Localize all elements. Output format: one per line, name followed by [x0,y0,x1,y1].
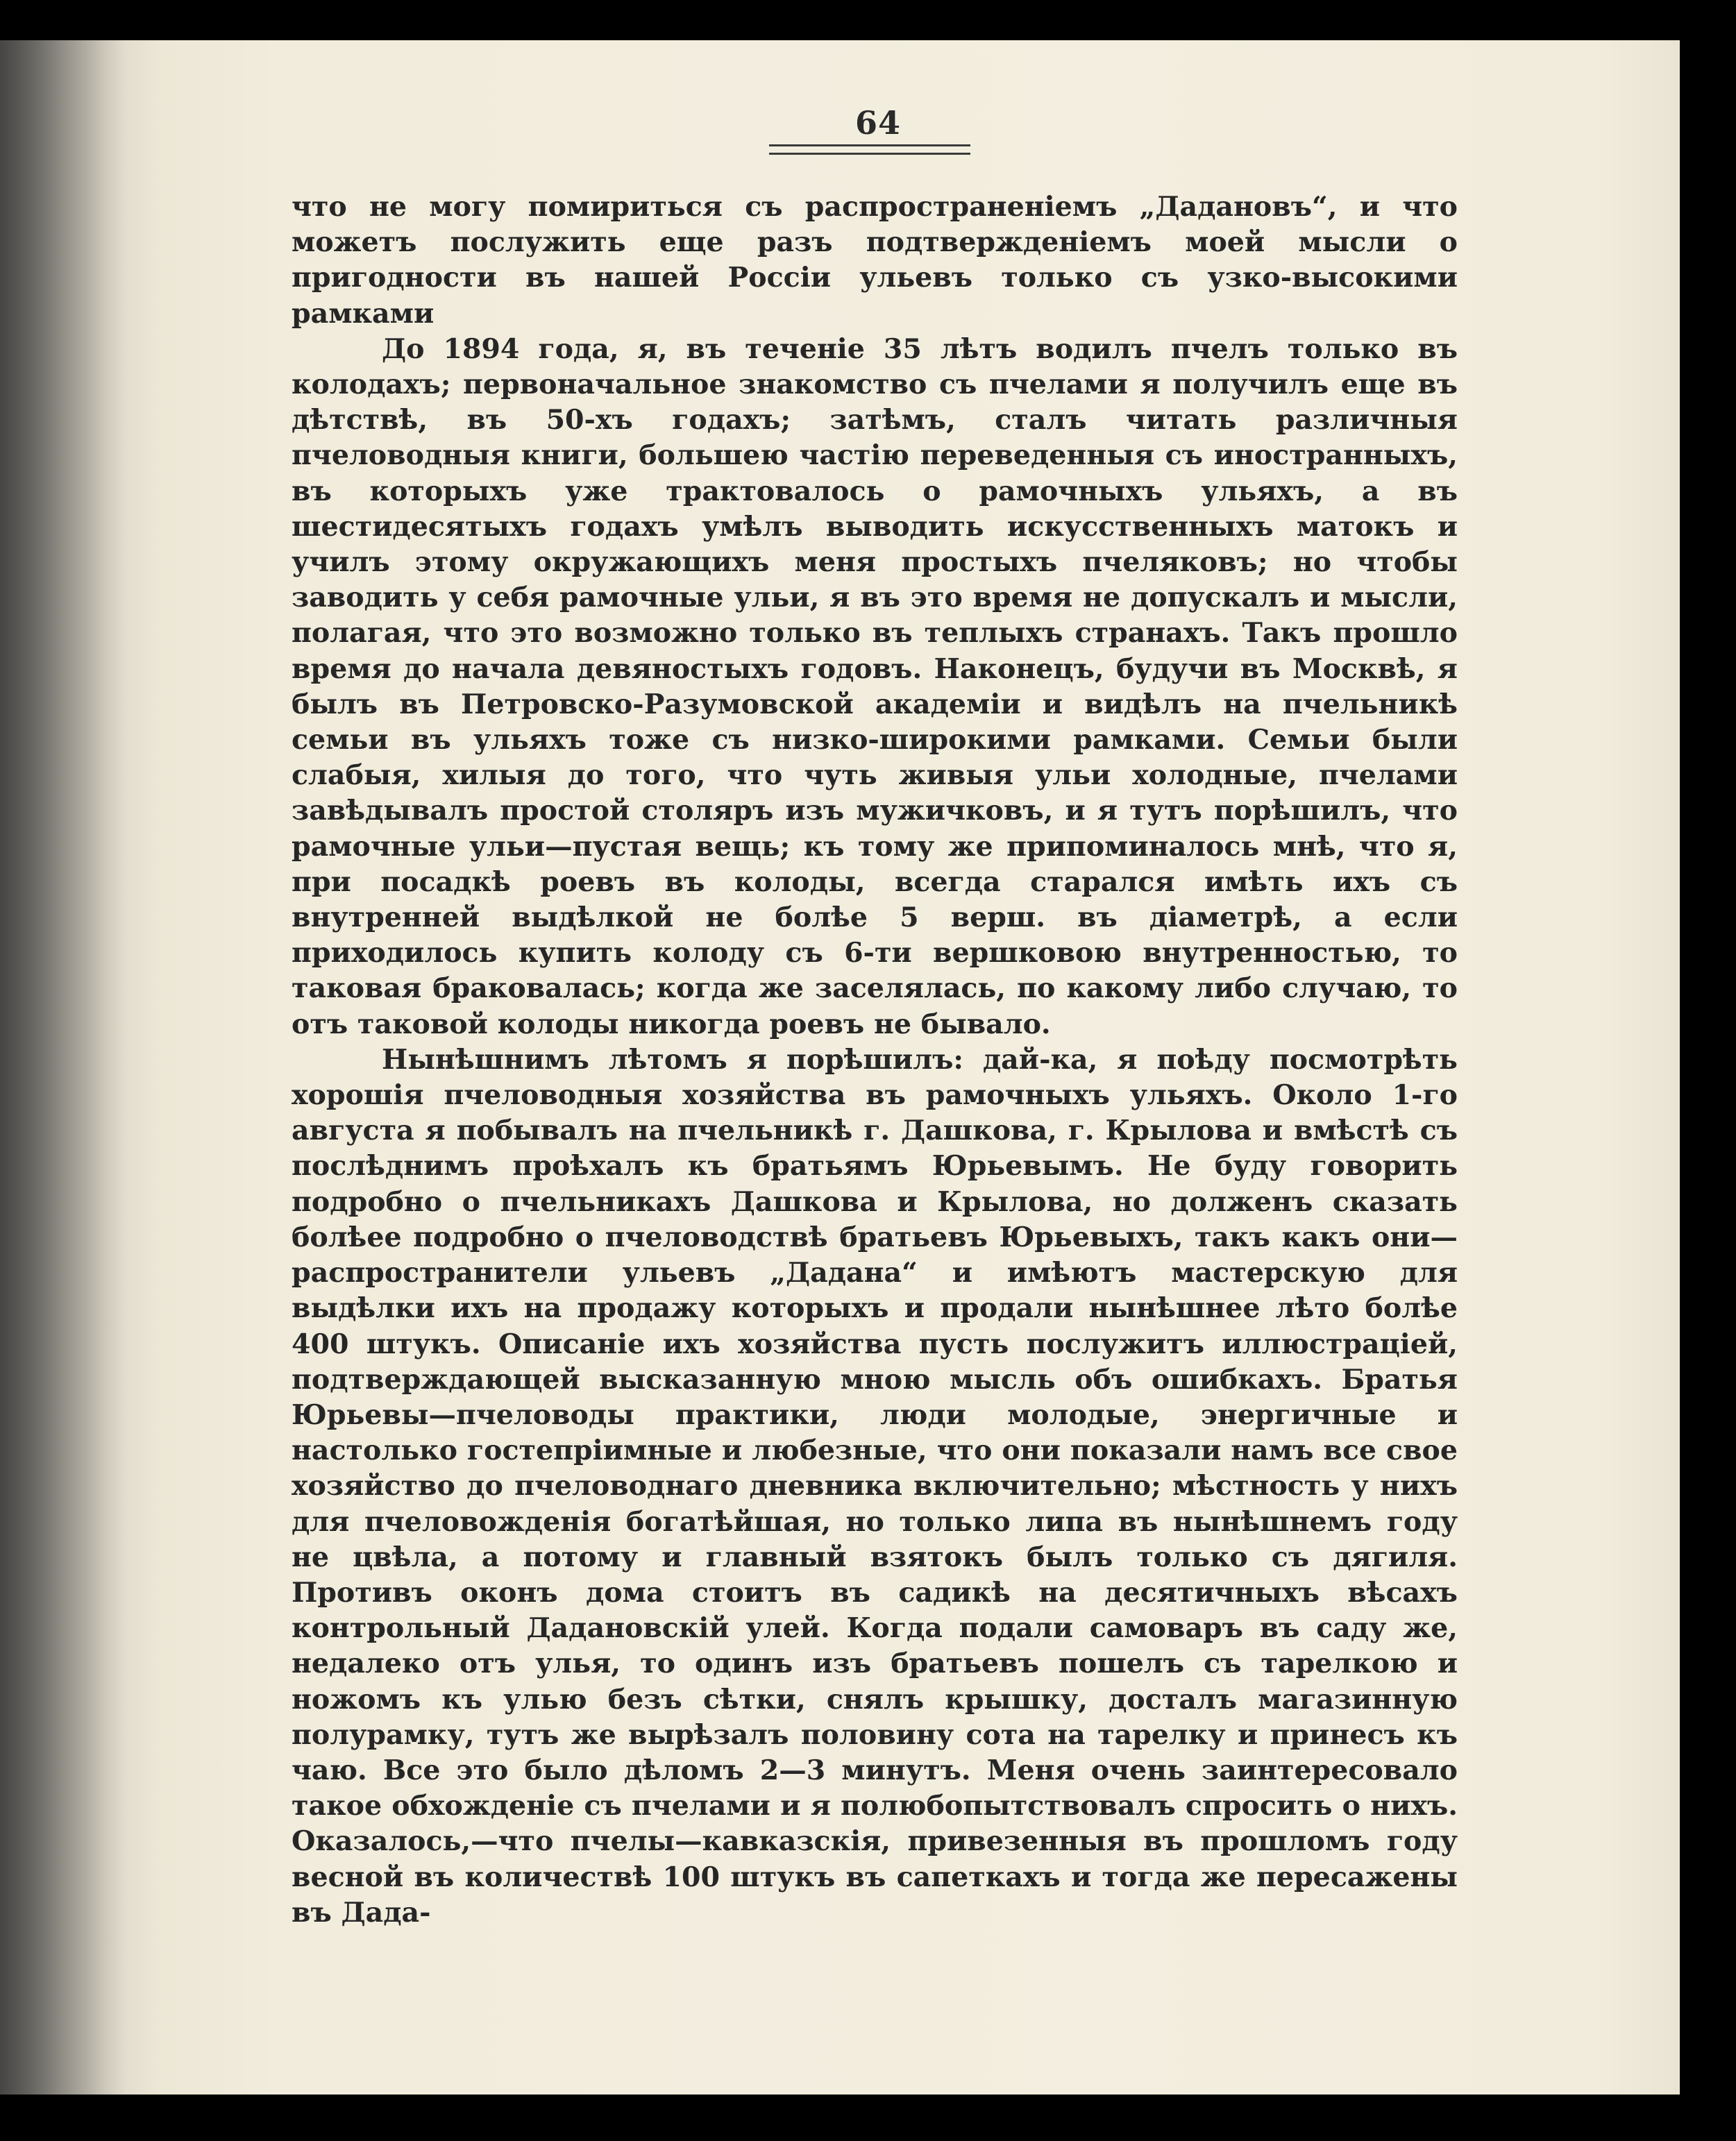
paragraph-before-1894: До 1894 года, я, въ теченіе 35 лѣтъ водилъ пчелъ только въ колодахъ; первоначальное знакомство съ пчелами я получилъ еще въ дѣтствѣ, въ 50-хъ годахъ; затѣмъ, сталъ читать различныя пчеловодныя книги, большею частію переведенныя съ иностранныхъ, въ которыхъ уже трактовалось о рамочныхъ ульяхъ, а въ шестидесятыхъ годахъ умѣлъ выводить искусственныхъ матокъ и училъ этому окружающихъ меня простыхъ пчеляковъ; но чтобы заводить у себя рамочные ульи, я въ это время не допускалъ и мысли, полагая, что это возможно только въ теплыхъ странахъ. Такъ прошло время до начала девяностыхъ годовъ. Наконецъ, будучи въ Москвѣ, я былъ въ Петровско-Разумовской академіи и видѣлъ на пчельникѣ семьи въ ульяхъ тоже съ низко-широкими рамками. Семьи были слабыя, хилыя до того, что чуть живыя ульи холодные, пчелами завѣдывалъ простой столяръ изъ мужичковъ, и я тутъ порѣшилъ, что рамочные ульи—пустая вещь; къ тому же припоминалось мнѣ, что я, при посадкѣ роевъ въ колоды, всегда старался имѣть ихъ съ внутренней выдѣлкой не болѣе 5 верш. въ діаметрѣ, а если приходилось купить колоду съ 6-ти вершковою внутренностью, то таковая браковалась; когда же заселялась, по какому либо случаю, то отъ таковой колоды никогда роевъ не бывало. [292,332,1458,1040]
book-page [0,40,1680,2095]
paragraph-this-summer: Нынѣшнимъ лѣтомъ я порѣшилъ: дай-ка, я поѣду посмотрѣть хорошія пчеловодныя хозяйства въ рамочныхъ ульяхъ. Около 1-го августа я побывалъ на пчельникѣ г. Дашкова, г. Крылова и вмѣстѣ съ послѣднимъ проѣхалъ къ братьямъ Юрьевымъ. Не буду говорить подробно о пчельникахъ Дашкова и Крылова, но долженъ сказать болѣее подробно о пчеловодствѣ братьевъ Юрьевыхъ, такъ какъ они—распространители ульевъ „Дадана“ и имѣютъ мастерскую для выдѣлки ихъ на продажу которыхъ и продали нынѣшнее лѣто болѣе 400 штукъ. Описаніе ихъ хозяйства пусть послужитъ иллюстраціей, подтверждающей высказанную мною мысль объ ошибкахъ. Братья Юрьевы—пчеловоды практики, люди молодые, энергичные и настолько гостепріимные и любезные, что они показали намъ все свое хозяйство до пчеловоднаго дневника включительно; мѣстность у нихъ для пчеловожденія богатѣйшая, но только липа въ нынѣшнемъ году не цвѣла, а потому и главный взятокъ былъ только съ дягиля. Противъ оконъ дома стоитъ въ садикѣ на десятичныхъ вѣсахъ контрольный Дадановскій улей. Когда подали самоваръ въ саду же, недалеко отъ улья, то одинъ изъ братьевъ пошелъ съ тарелкою и ножомъ къ улью безъ сѣтки, снялъ крышку, досталъ магазинную полурамку, тутъ же вырѣзалъ половину сота на тарелку и принесъ къ чаю. Все это было дѣломъ 2—3 минутъ. Меня очень заинтересовало такое обхожденіе съ пчелами и я полюбопытствовалъ спросить о нихъ. Оказалось,—что пчелы—кавказскія, привезенныя въ прошломъ году весной въ количествѣ 100 штукъ въ сапеткахъ и тогда же пересажены въ Дада- [292,1043,1458,1929]
header-double-rule [769,144,970,155]
body-text [292,189,1458,1931]
binding-shadow [0,40,125,2095]
paragraph-continued: что не могу помириться съ распространеніемъ „Дадановъ“, и что можетъ послужить еще разъ подтвержденіемъ моей мысли о пригодности въ нашей Россіи ульевъ только съ узко-высокими рамками [292,191,1458,330]
page-number: 64 [854,104,901,142]
